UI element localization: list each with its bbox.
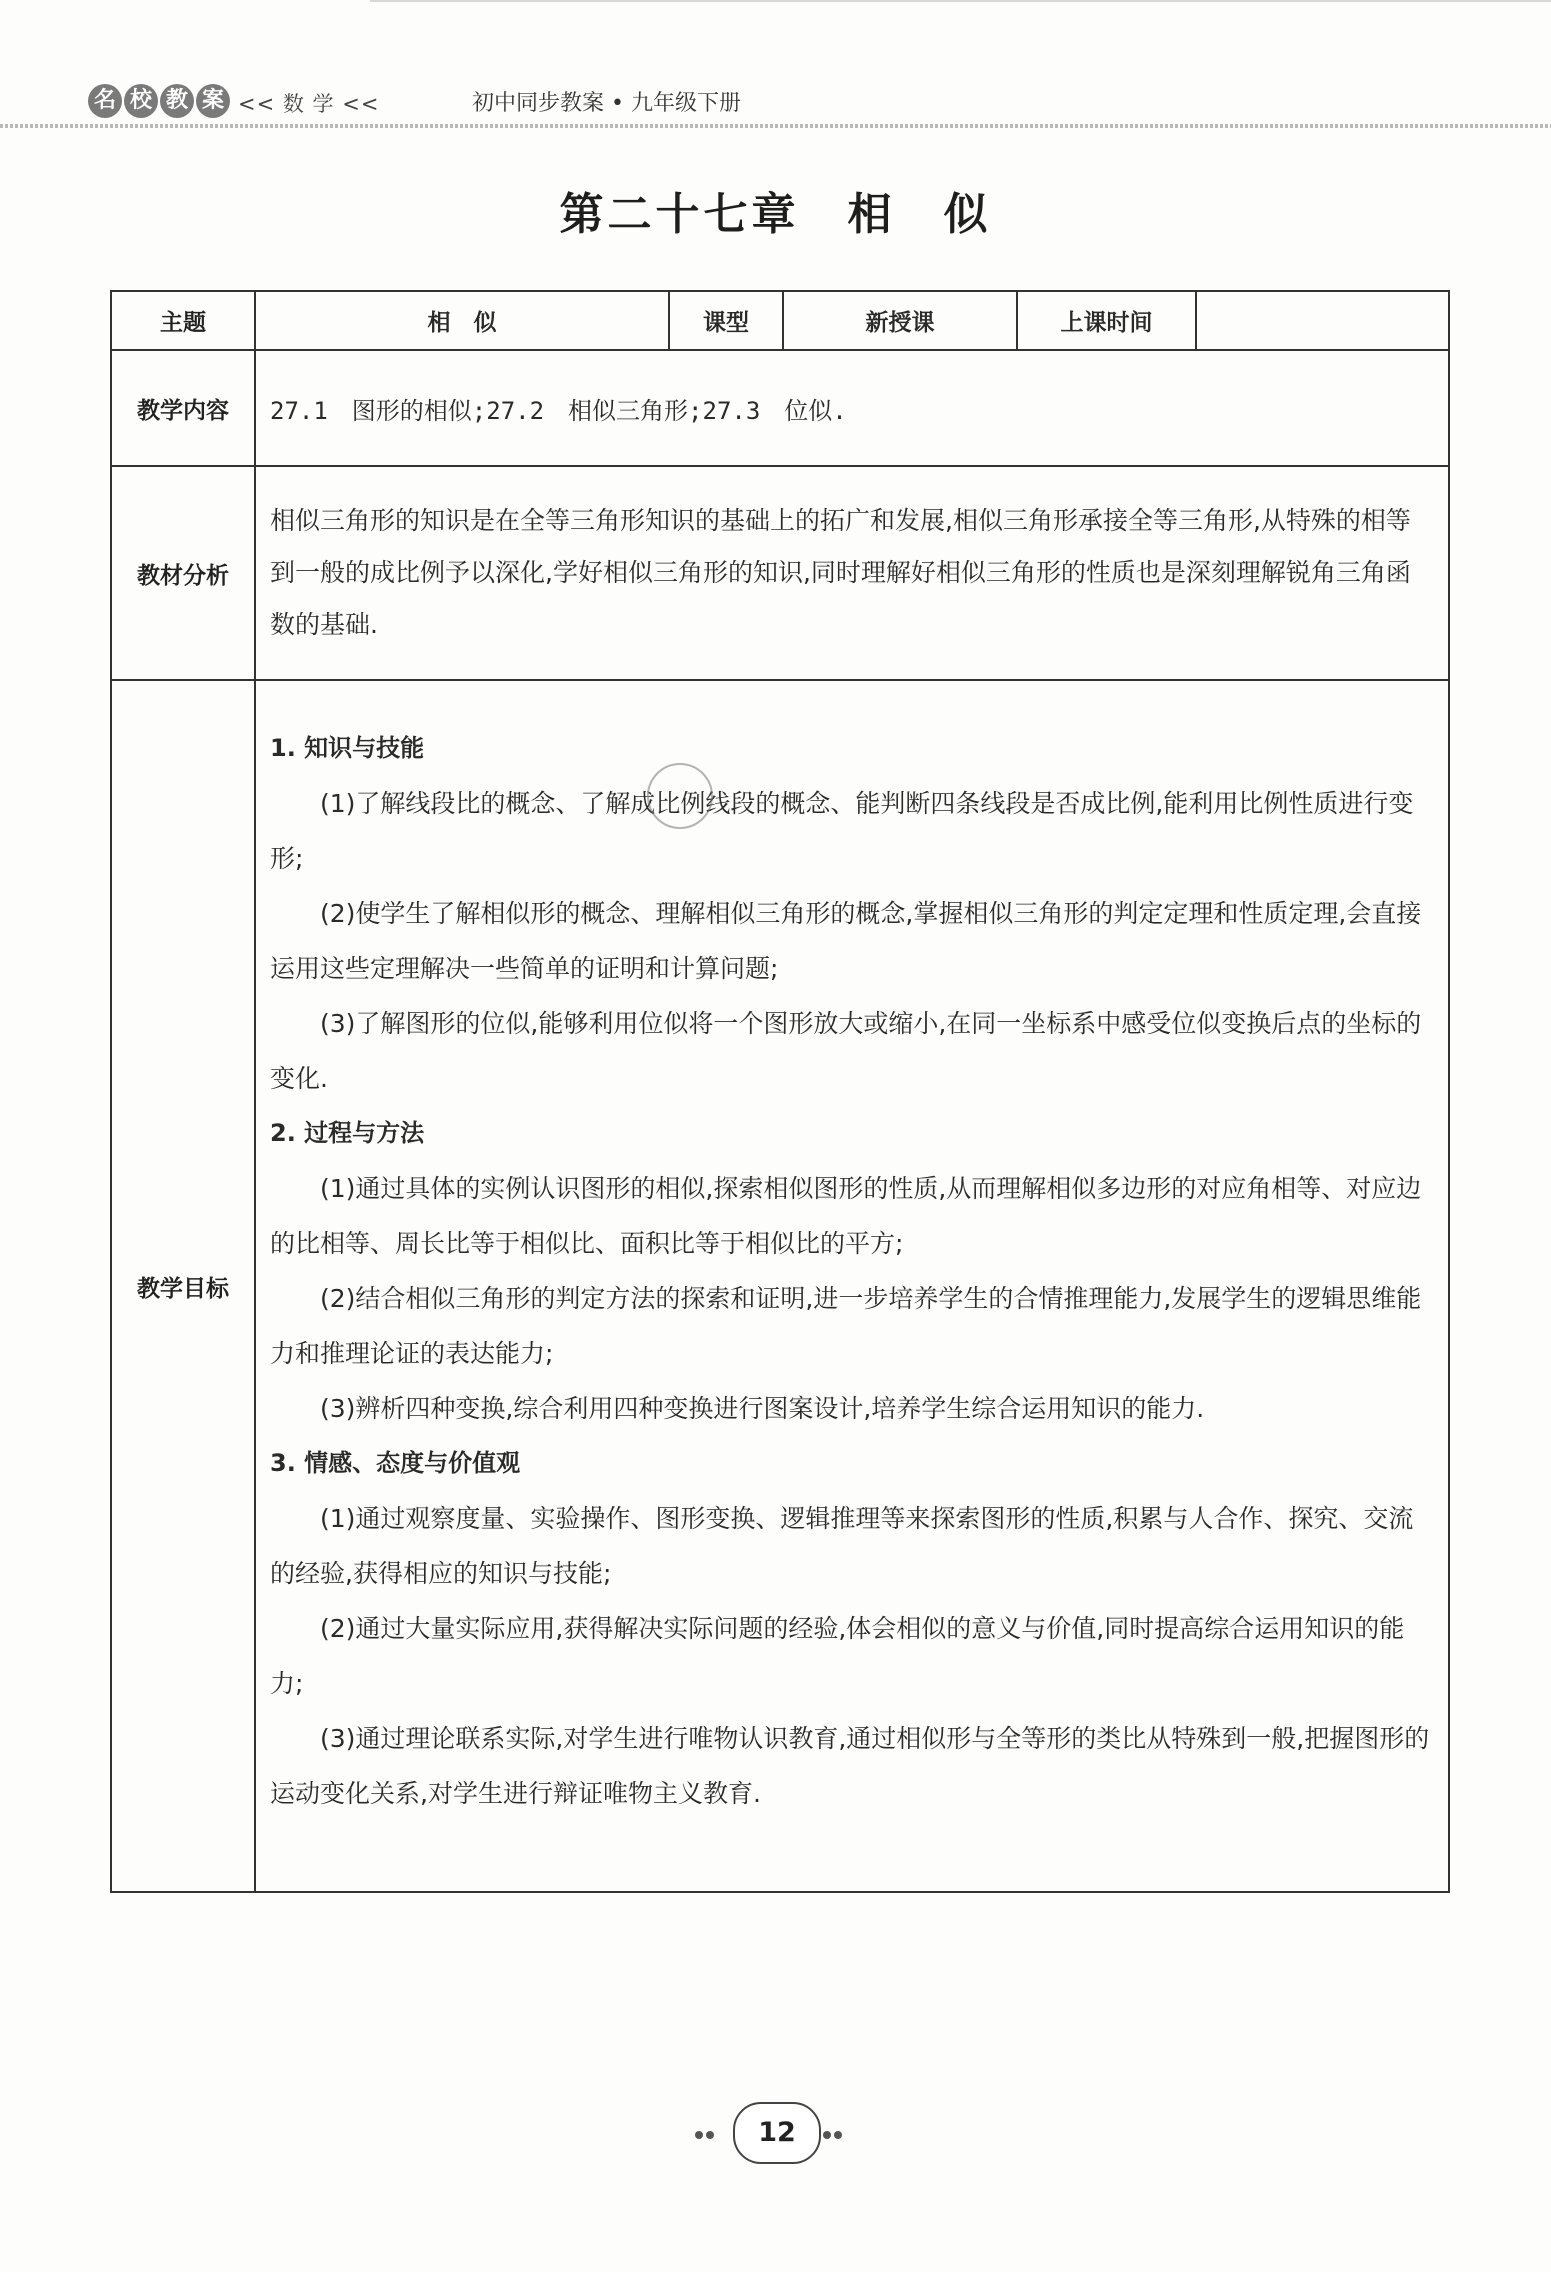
decor-dots-left-icon <box>695 2124 719 2138</box>
goal-section-heading: 2. 过程与方法 <box>270 1119 425 1147</box>
header-dotted-rule <box>0 124 1551 128</box>
logo-char: 教 <box>160 84 194 118</box>
topic-label: 主题 <box>111 291 255 350</box>
goals-label: 教学目标 <box>111 680 255 1892</box>
goal-item: (1)了解线段比的概念、了解成比例线段的概念、能判断四条线段是否成比例,能利用比例性质进行变形; <box>270 789 1414 873</box>
analysis-row <box>111 466 1449 680</box>
decor-dots-right-icon <box>823 2124 847 2138</box>
logo <box>88 84 232 118</box>
goal-item: (2)结合相似三角形的判定方法的探索和证明,进一步培养学生的合情推理能力,发展学生的逻辑思维能力和推理论证的表达能力; <box>270 1284 1422 1368</box>
table-header-row <box>111 291 1449 350</box>
goal-item: (3)了解图形的位似,能够利用位似将一个图形放大或缩小,在同一坐标系中感受位似变换后点的坐标的变化. <box>270 1009 1422 1093</box>
goals-row <box>111 680 1449 1892</box>
goal-item: (3)辨析四种变换,综合利用四种变换进行图案设计,培养学生综合运用知识的能力. <box>320 1394 1205 1423</box>
subject-label: << 数 学 << <box>238 92 380 116</box>
chapter-title: 第二十七章 相 似 <box>559 189 992 240</box>
content-label: 教学内容 <box>111 350 255 466</box>
time-label: 上课时间 <box>1017 291 1196 350</box>
goal-item: (2)使学生了解相似形的概念、理解相似三角形的概念,掌握相似三角形的判定定理和性质定理,会直接运用这些定理解决一些简单的证明和计算问题; <box>270 899 1422 983</box>
goal-section-heading: 3. 情感、态度与价值观 <box>270 1449 521 1477</box>
type-value: 新授课 <box>783 291 1017 350</box>
analysis-label: 教材分析 <box>111 466 255 680</box>
series-label: 初中同步教案 • 九年级下册 <box>472 91 741 116</box>
goals-content <box>255 680 1449 1892</box>
analysis-value: 相似三角形的知识是在全等三角形知识的基础上的拓广和发展,相似三角形承接全等三角形,从特殊的相等到一般的成比例予以深化,学好相似三角形的知识,同时理解好相似三角形的性质也是深刻理解锐角三角函数的基础. <box>255 466 1449 680</box>
logo-char: 名 <box>88 84 122 118</box>
type-label: 课型 <box>669 291 783 350</box>
lesson-plan-table <box>110 290 1450 1893</box>
header-top-rule <box>370 0 1551 2</box>
logo-char: 案 <box>196 84 230 118</box>
content-row <box>111 350 1449 466</box>
time-value <box>1196 291 1449 350</box>
page-number-badge <box>695 2102 855 2162</box>
page-number: 12 <box>733 2102 821 2164</box>
goal-item: (2)通过大量实际应用,获得解决实际问题的经验,体会相似的意义与价值,同时提高综合运用知识的能力; <box>270 1614 1405 1698</box>
content-value: 27.1 图形的相似;27.2 相似三角形;27.3 位似. <box>255 350 1449 466</box>
watermark-stamp-icon <box>647 763 713 829</box>
goal-item: (1)通过具体的实例认识图形的相似,探索相似图形的性质,从而理解相似多边形的对应角相等、对应边的比相等、周长比等于相似比、面积比等于相似比的平方; <box>270 1174 1422 1258</box>
goal-item: (3)通过理论联系实际,对学生进行唯物认识教育,通过相似形与全等形的类比从特殊到一般,把握图形的运动变化关系,对学生进行辩证唯物主义教育. <box>270 1724 1430 1808</box>
logo-char: 校 <box>124 84 158 118</box>
page-header <box>0 0 1551 135</box>
topic-value: 相 似 <box>255 291 669 350</box>
goal-section-heading: 1. 知识与技能 <box>270 734 425 762</box>
goal-item: (1)通过观察度量、实验操作、图形变换、逻辑推理等来探索图形的性质,积累与人合作、探究、交流的经验,获得相应的知识与技能; <box>270 1504 1414 1588</box>
